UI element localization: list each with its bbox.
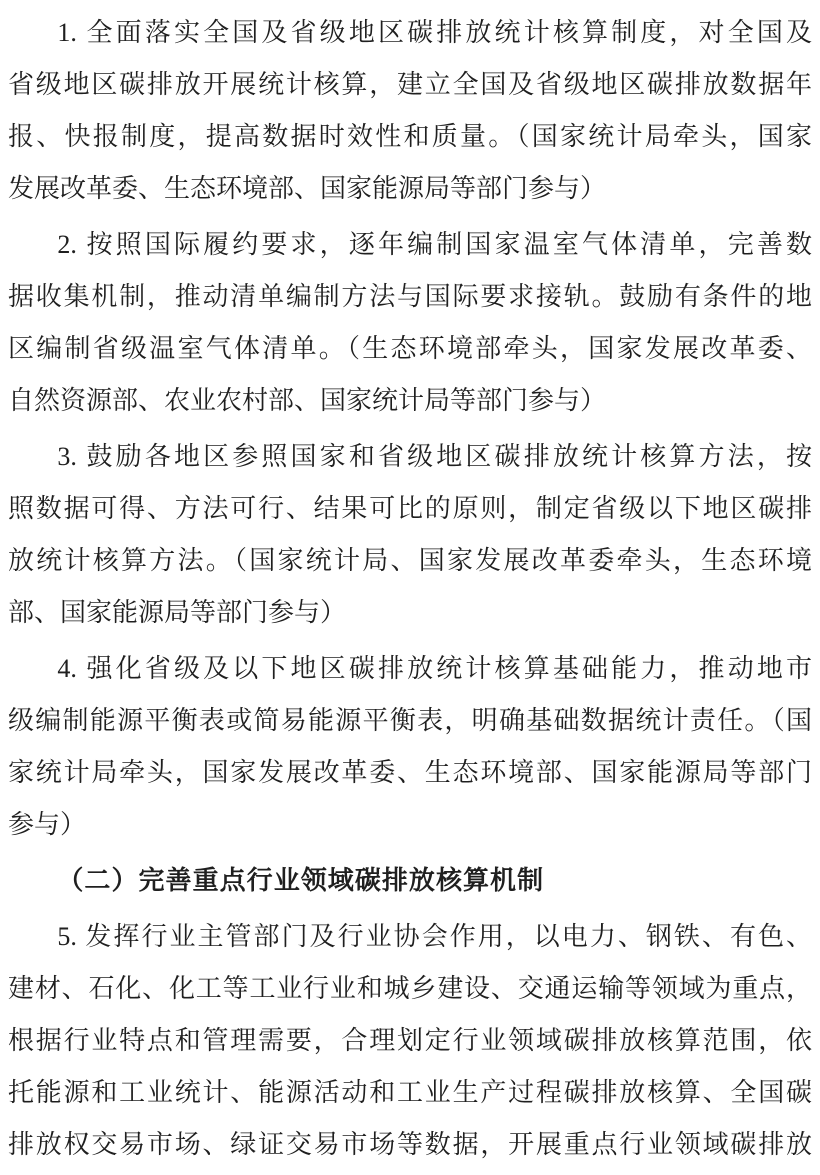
body-text: 4. 强化省级及以下地区碳排放统计核算基础能力，推动地市 [57,654,812,683]
text-line [8,1119,812,1171]
body-text: 省级地区碳排放开展统计核算，建立全国及省级地区碳排放数据年 [8,70,812,99]
heading-text: （二）完善重点行业领域碳排放核算机制 [57,866,545,895]
text-line [8,7,812,59]
body-text: 根据行业特点和管理需要，合理划定行业领域碳排放核算范围，依 [8,1026,812,1055]
text-line [8,587,812,639]
attribution-text: 部、国家能源局等部门参与） [8,598,347,627]
text-line [8,747,812,799]
attribution-text: 自然资源部、农业农村部、国家统计局等部门参与） [8,386,607,415]
text-line [8,375,812,427]
paragraph-3 [8,431,812,639]
text-line [8,163,812,215]
text-line [8,271,812,323]
body-text: 5. 发挥行业主管部门及行业协会作用，以电力、钢铁、有色、 [57,922,812,951]
body-text: 建材、石化、化工等工业行业和城乡建设、交通运输等领域为重点， [8,974,812,1003]
body-text: 区编制省级温室气体清单。 [8,334,347,363]
body-text: 报、快报制度，提高数据时效性和质量。 [8,122,517,151]
paragraph-1 [8,7,812,215]
text-line [8,431,812,483]
text-line [8,963,812,1015]
text-line [8,643,812,695]
text-line [8,1015,812,1067]
paragraph-2 [8,219,812,427]
text-line [8,535,812,587]
text-line [8,911,812,963]
attribution-text: （国 [771,706,812,735]
body-text: 放统计核算方法。 [8,546,234,575]
body-text: 据收集机制，推动清单编制方法与国际要求接轨。鼓励有条件的地 [8,282,812,311]
section-heading-2 [8,855,812,907]
attribution-text: 发展改革委、生态环境部、国家能源局等部门参与） [8,174,607,203]
text-line [8,799,812,851]
body-text: 排放权交易市场、绿证交易市场等数据，开展重点行业领域碳排放 [8,1130,812,1159]
paragraph-5 [8,911,812,1171]
attribution-text: 家统计局牵头，国家发展改革委、生态环境部、国家能源局等部门 [8,758,812,787]
text-line [8,111,812,163]
attribution-text: 参与） [8,810,87,839]
body-text: 1. 全面落实全国及省级地区碳排放统计核算制度，对全国及 [57,18,812,47]
text-line [8,323,812,375]
paragraph-4 [8,643,812,851]
body-text: 照数据可得、方法可行、结果可比的原则，制定省级以下地区碳排 [8,494,812,523]
text-line [8,219,812,271]
attribution-text: （国家统计局、国家发展改革委牵头，生态环境 [234,546,812,575]
attribution-text: （生态环境部牵头，国家发展改革委、 [347,334,812,363]
heading-line [8,855,812,907]
text-line [8,59,812,111]
attribution-text: （国家统计局牵头，国家 [516,122,812,151]
text-line [8,695,812,747]
body-text: 托能源和工业统计、能源活动和工业生产过程碳排放核算、全国碳 [8,1078,812,1107]
body-text: 级编制能源平衡表或简易能源平衡表，明确基础数据统计责任。 [8,706,772,735]
text-line [8,1067,812,1119]
body-text: 2. 按照国际履约要求，逐年编制国家温室气体清单，完善数 [57,230,812,259]
text-line [8,483,812,535]
body-text: 3. 鼓励各地区参照国家和省级地区碳排放统计核算方法，按 [57,442,812,471]
